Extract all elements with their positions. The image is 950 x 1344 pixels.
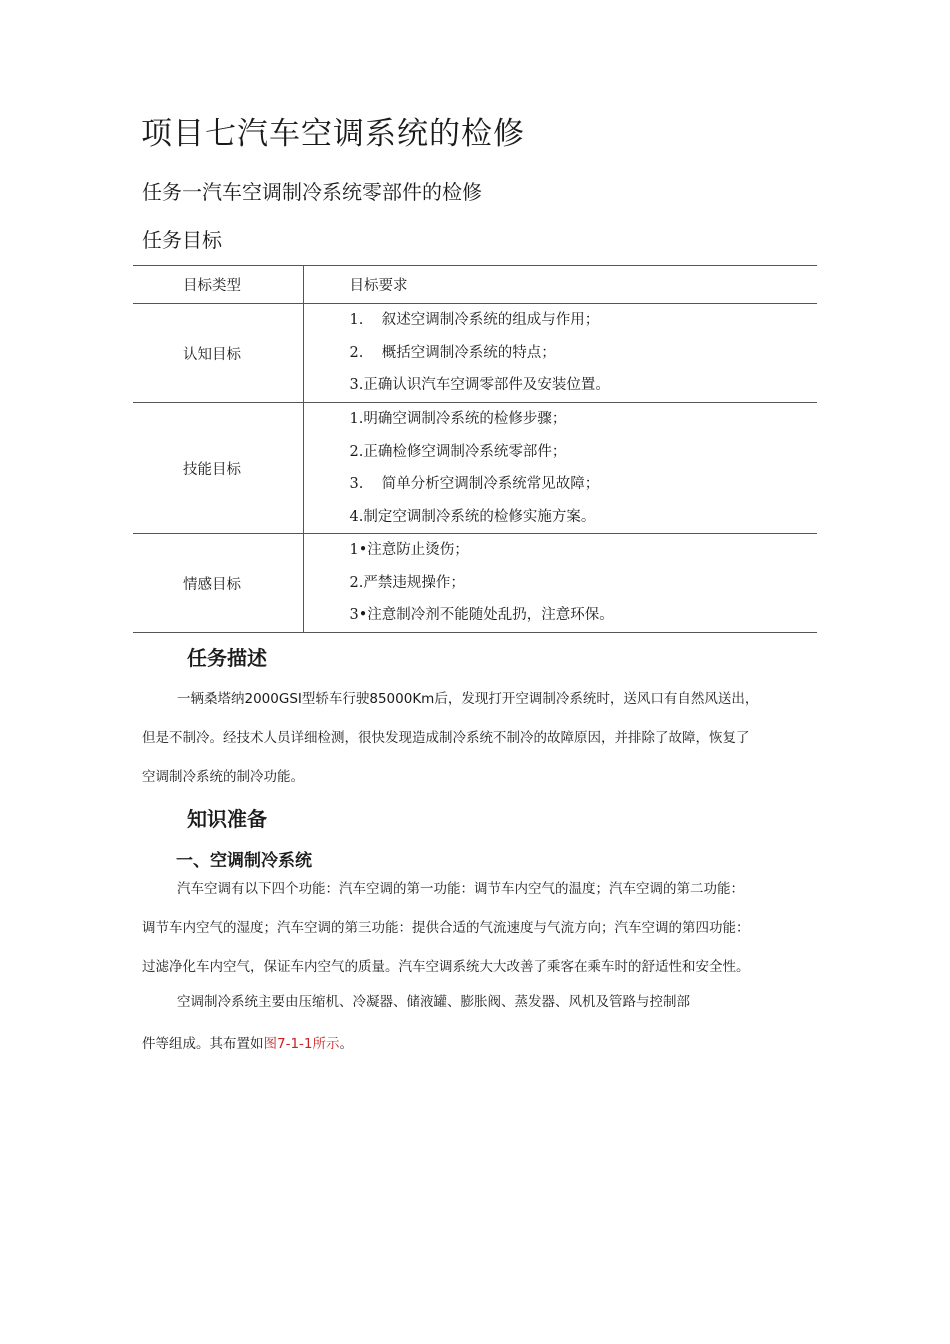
- col-header-type: 目标类型: [133, 266, 303, 304]
- objective-type-cognitive: 认知目标: [133, 304, 303, 403]
- description-line-3: 空调制冷系统的制冷功能。: [142, 769, 304, 785]
- requirement-item: 4.制定空调制冷系统的检修实施方案。: [349, 508, 596, 525]
- components-paragraph: [142, 983, 822, 1022]
- paragraph-line: 件等组成。其布置如图7-1-1所示。: [142, 1036, 354, 1052]
- requirement-item: 3.正确认识汽车空调零部件及安装位置。: [349, 377, 610, 394]
- table-row: [133, 304, 817, 403]
- requirement-item: 1. 叙述空调制冷系统的组成与作用；: [349, 312, 600, 329]
- objective-requirements: [303, 534, 817, 633]
- description-line-2: 但是不制冷。经技术人员详细检测，很快发现造成制冷系统不制冷的故障原因，并排除了故障，恢复了: [142, 730, 750, 746]
- components-paragraph-end: [142, 1025, 822, 1064]
- requirement-item: 2.严禁违规操作；: [349, 574, 465, 591]
- objective-requirements: [303, 403, 817, 534]
- figure-reference[interactable]: 图7-1-1所示: [263, 1036, 340, 1052]
- objective-type-skill: 技能目标: [133, 403, 303, 534]
- paragraph-line: 过滤净化车内空气，保证车内空气的质量。汽车空调系统大大改善了乘客在乘车时的舒适性和安全性。: [142, 959, 750, 975]
- knowledge-heading: 知识准备: [187, 807, 267, 831]
- objectives-table: [133, 265, 817, 633]
- functions-paragraph: [142, 870, 822, 987]
- requirement-item: 2. 概括空调制冷系统的特点；: [349, 344, 556, 361]
- col-header-requirements: 目标要求: [349, 278, 408, 294]
- objectives-heading: 任务目标: [142, 228, 222, 252]
- requirement-item: 3. 简单分析空调制冷系统常见故障；: [349, 476, 600, 492]
- task-title: 任务一汽车空调制冷系统零部件的检修: [142, 180, 482, 204]
- description-line-1: 一辆桑塔纳2000GSI型轿车行驶85000Km后，发现打开空调制冷系统时，送风口有自然风送出，: [177, 691, 759, 707]
- section-heading: 一、空调制冷系统: [176, 851, 312, 871]
- description-paragraph: [142, 680, 822, 797]
- description-heading: 任务描述: [187, 646, 267, 670]
- objective-type-affective: 情感目标: [133, 534, 303, 633]
- page-title: 项目七汽车空调系统的检修: [141, 116, 525, 152]
- table-row: [133, 534, 817, 633]
- requirement-item: 3•注意制冷剂不能随处乱扔，注意环保。: [349, 607, 614, 624]
- requirement-item: 2.正确检修空调制冷系统零部件；: [349, 443, 567, 460]
- paragraph-line: 调节车内空气的湿度；汽车空调的第三功能：提供合适的气流速度与气流方向；汽车空调的第四功能：: [142, 920, 750, 936]
- table-row: [133, 403, 817, 534]
- paragraph-line: 汽车空调有以下四个功能：汽车空调的第一功能：调节车内空气的温度；汽车空调的第二功能：: [177, 881, 744, 897]
- objective-requirements: [303, 304, 817, 403]
- table-header-row: [133, 266, 817, 304]
- paragraph-line: 空调制冷系统主要由压缩机、冷凝器、储液罐、膨胀阀、蒸发器、风机及管路与控制部: [177, 994, 690, 1010]
- requirement-item: 1•注意防止烫伤；: [349, 542, 469, 559]
- requirement-item: 1.明确空调制冷系统的检修步骤；: [349, 411, 567, 427]
